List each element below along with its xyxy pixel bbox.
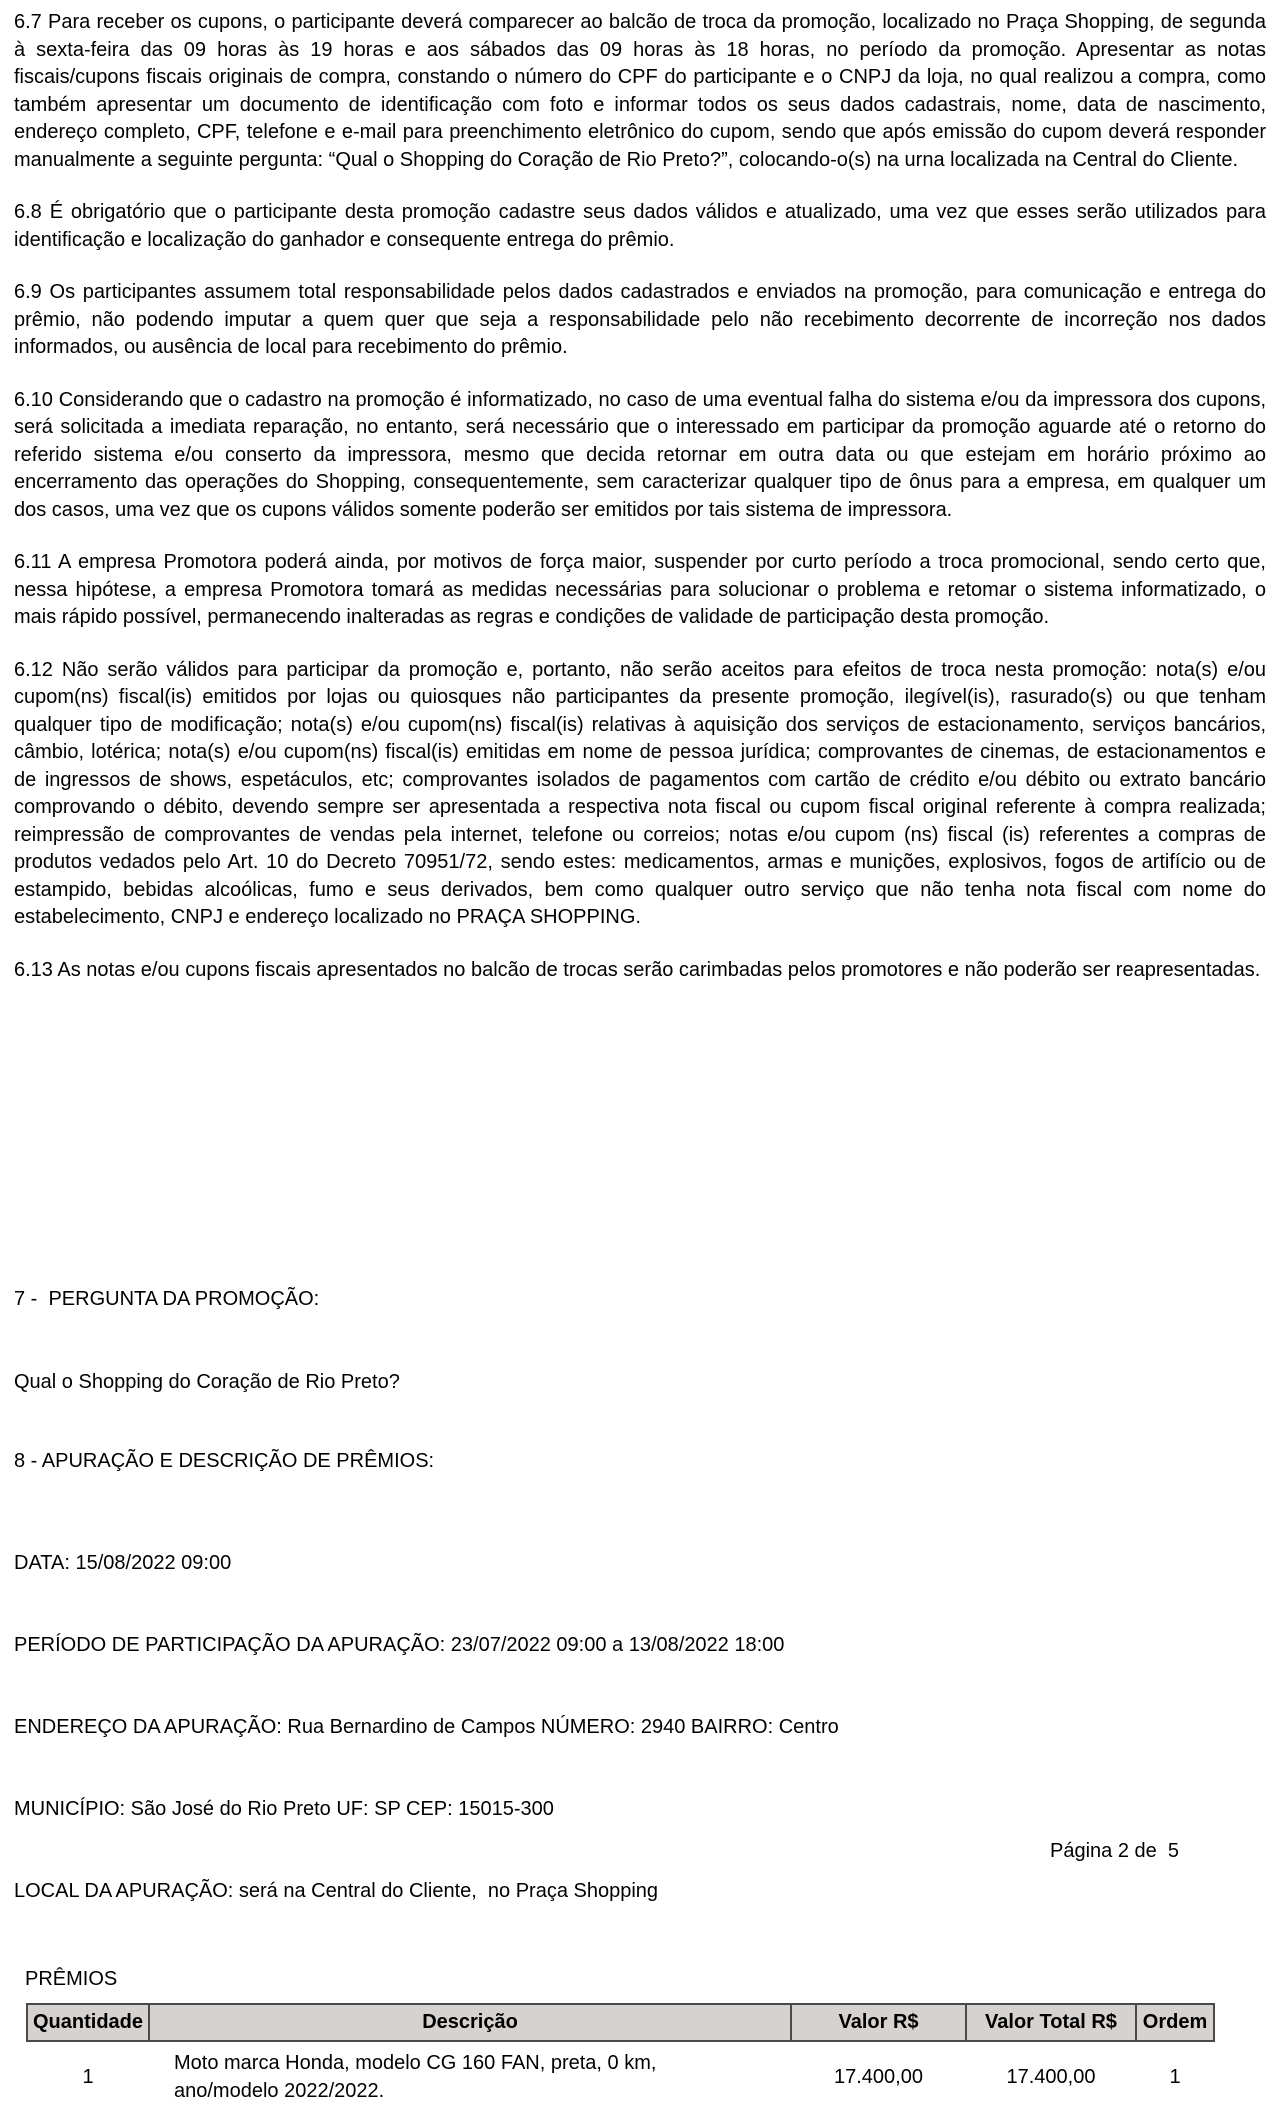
section-7 [14,1231,1266,1451]
cell-valor: 17.400,00 [834,2065,923,2088]
prize-table-header-row [27,2004,1214,2041]
apuracao-local-line: LOCAL DA APURAÇÃO: será na Central do Cliente, no Praça Shopping [14,1879,659,1902]
section-7-heading: 7 - PERGUNTA DA PROMOÇÃO: [14,1288,320,1310]
clauses-section [14,0,1266,1009]
premios-label: PRÊMIOS [25,1967,118,1990]
page-number: Página 2 de 5 [1050,1840,1179,1862]
apuracao-endereco-line: ENDEREÇO DA APURAÇÃO: Rua Bernardino de Campos NÚMERO: 2940 BAIRRO: Centro [14,1715,839,1738]
col-header-descricao: Descrição [149,2004,791,2041]
clause-6-11: 6.11 A empresa Promotora poderá ainda, por motivos de força maior, suspender por curto período a troca promocional, sendo certo que, nessa hipótese, a empresa Promotora tomará as medidas necessárias para solucionar o problema e retomar o sistema informatizado, o mais rápido possível, permanecendo inalteradas as regras e condições de validade de participação desta promoção. [14,551,1266,628]
clause-6-10: 6.10 Considerando que o cadastro na promoção é informatizado, no caso de uma eventual falha do sistema e/ou da impressora dos cupons, será solicitada a imediata reparação, no entanto, será necessário que o interessado em participar da promoção aguarde até o retorno do referido sistema e/ou conserto da impressora, mesmo que decida retornar em outra data ou que estejam em horário próximo ao encerramento das operações do Shopping, consequentemente, sem caracterizar qualquer tipo de ônus para a empresa, em qualquer um dos casos, uma vez que os cupons válidos somente poderão ser emitidos por tais sistema de impressora. [14,388,1266,521]
clause-6-9: 6.9 Os participantes assumem total responsabilidade pelos dados cadastrados e enviados na promoção, para comunicação e entrega do prêmio, não podendo imputar a quem quer que seja a responsabilidade pelo não recebimento decorrente de incorreção nos dados informados, ou ausência de local para recebimento do prêmio. [14,281,1266,358]
col-header-valor: Valor R$ [791,2004,966,2041]
cell-descricao-text: Moto marca Honda, modelo CG 160 FAN, preta, 0 km, ano/modelo 2022/2022. [174,2052,657,2102]
section-7-question: Qual o Shopping do Coração de Rio Preto? [14,1370,400,1393]
apuracao-periodo-line: PERÍODO DE PARTICIPAÇÃO DA APURAÇÃO: 23/07/2022 09:00 a 13/08/2022 18:00 [14,1633,785,1656]
apuracao-details [14,1496,1266,1960]
table-row [27,2041,1214,2111]
col-header-ordem: Ordem [1136,2004,1214,2041]
clause-6-7: 6.7 Para receber os cupons, o participante deverá comparecer ao balcão de troca da promoção, localizado no Praça Shopping, de segunda à sexta-feira das 09 horas às 19 horas e aos sábados das 09 horas às 18 horas, no período da promoção. Apresentar as notas fiscais/cupons fiscais originais de compra, constando o número do CPF do participante e o CNPJ da loja, no qual realizou a compra, como também apresentar um documento de identificação com foto e informar todos os seus dados cadastrais, nome, data de nascimento, endereço completo, CPF, telefone e e-mail para preenchimento eletrônico do cupom, sendo que após emissão do cupom deverá responder manualmente a seguinte pergunta: “Qual o Shopping do Coração de Rio Preto?”, colocando-o(s) na urna localizada na Central do Cliente. [14,11,1266,171]
apuracao-municipio-line: MUNICÍPIO: São José do Rio Preto UF: SP CEP: 15015-300 [14,1797,554,1820]
clause-6-12: 6.12 Não serão válidos para participar da promoção e, portanto, não serão aceitos para efeitos de troca nesta promoção: nota(s) e/ou cupom(ns) fiscal(is) emitidos por lojas ou quiosques não participantes da presente promoção, ilegível(is), rasurado(s) ou que tenham qualquer tipo de modificação; nota(s) e/ou cupom(ns) fiscal(is) relativas à aquisição dos serviços de estacionamento, serviços bancários, câmbio, lotérica; nota(s) e/ou cupom(ns) fiscal(is) emitidas em nome de pessoa jurídica; comprovantes de cinemas, de estacionamentos e de ingressos de shows, espetáculos, etc; comprovantes isolados de pagamentos com cartão de crédito e/ou débito ou extrato bancário comprovando o débito, devendo sempre ser apresentada a respectiva nota fiscal ou cupom fiscal original referente à compra realizada; reimpressão de comprovantes de vendas pela internet, telefone ou correios; notas e/ou cupom (ns) fiscal (is) referentes a compras de produtos vedados pelo Art. 10 do Decreto 70951/72, sendo estes: medicamentos, armas e munições, explosivos, fogos de artifício ou de estampido, bebidas alcoólicas, fumo e seus derivados, bem como qualquer outro serviço que não tenha nota fiscal com nome do estabelecimento, CNPJ e endereço localizado no PRAÇA SHOPPING. [14,658,1266,928]
cell-valor-total: 17.400,00 [1006,2065,1096,2088]
clause-6-13: 6.13 As notas e/ou cupons fiscais apresentados no balcão de trocas serão carimbadas pelos promotores e não poderão ser reapresentadas. [14,958,1261,981]
col-header-valor-total: Valor Total R$ [966,2004,1136,2041]
cell-quantidade: 1 [82,2065,94,2088]
prize-table [26,2003,1215,2111]
apuracao-data-line: DATA: 15/08/2022 09:00 [14,1552,232,1575]
clause-6-8: 6.8 É obrigatório que o participante desta promoção cadastre seus dados válidos e atualizado, uma vez que esses serão utilizados para identificação e localização do ganhador e consequente entrega do prêmio. [14,201,1266,251]
cell-descricao [149,2041,791,2111]
section-8-heading: 8 - APURAÇÃO E DESCRIÇÃO DE PRÊMIOS: [14,1450,435,1472]
cell-ordem: 1 [1169,2065,1181,2088]
col-header-quantidade: Quantidade [27,2004,149,2041]
section-8 [14,1448,1266,2111]
